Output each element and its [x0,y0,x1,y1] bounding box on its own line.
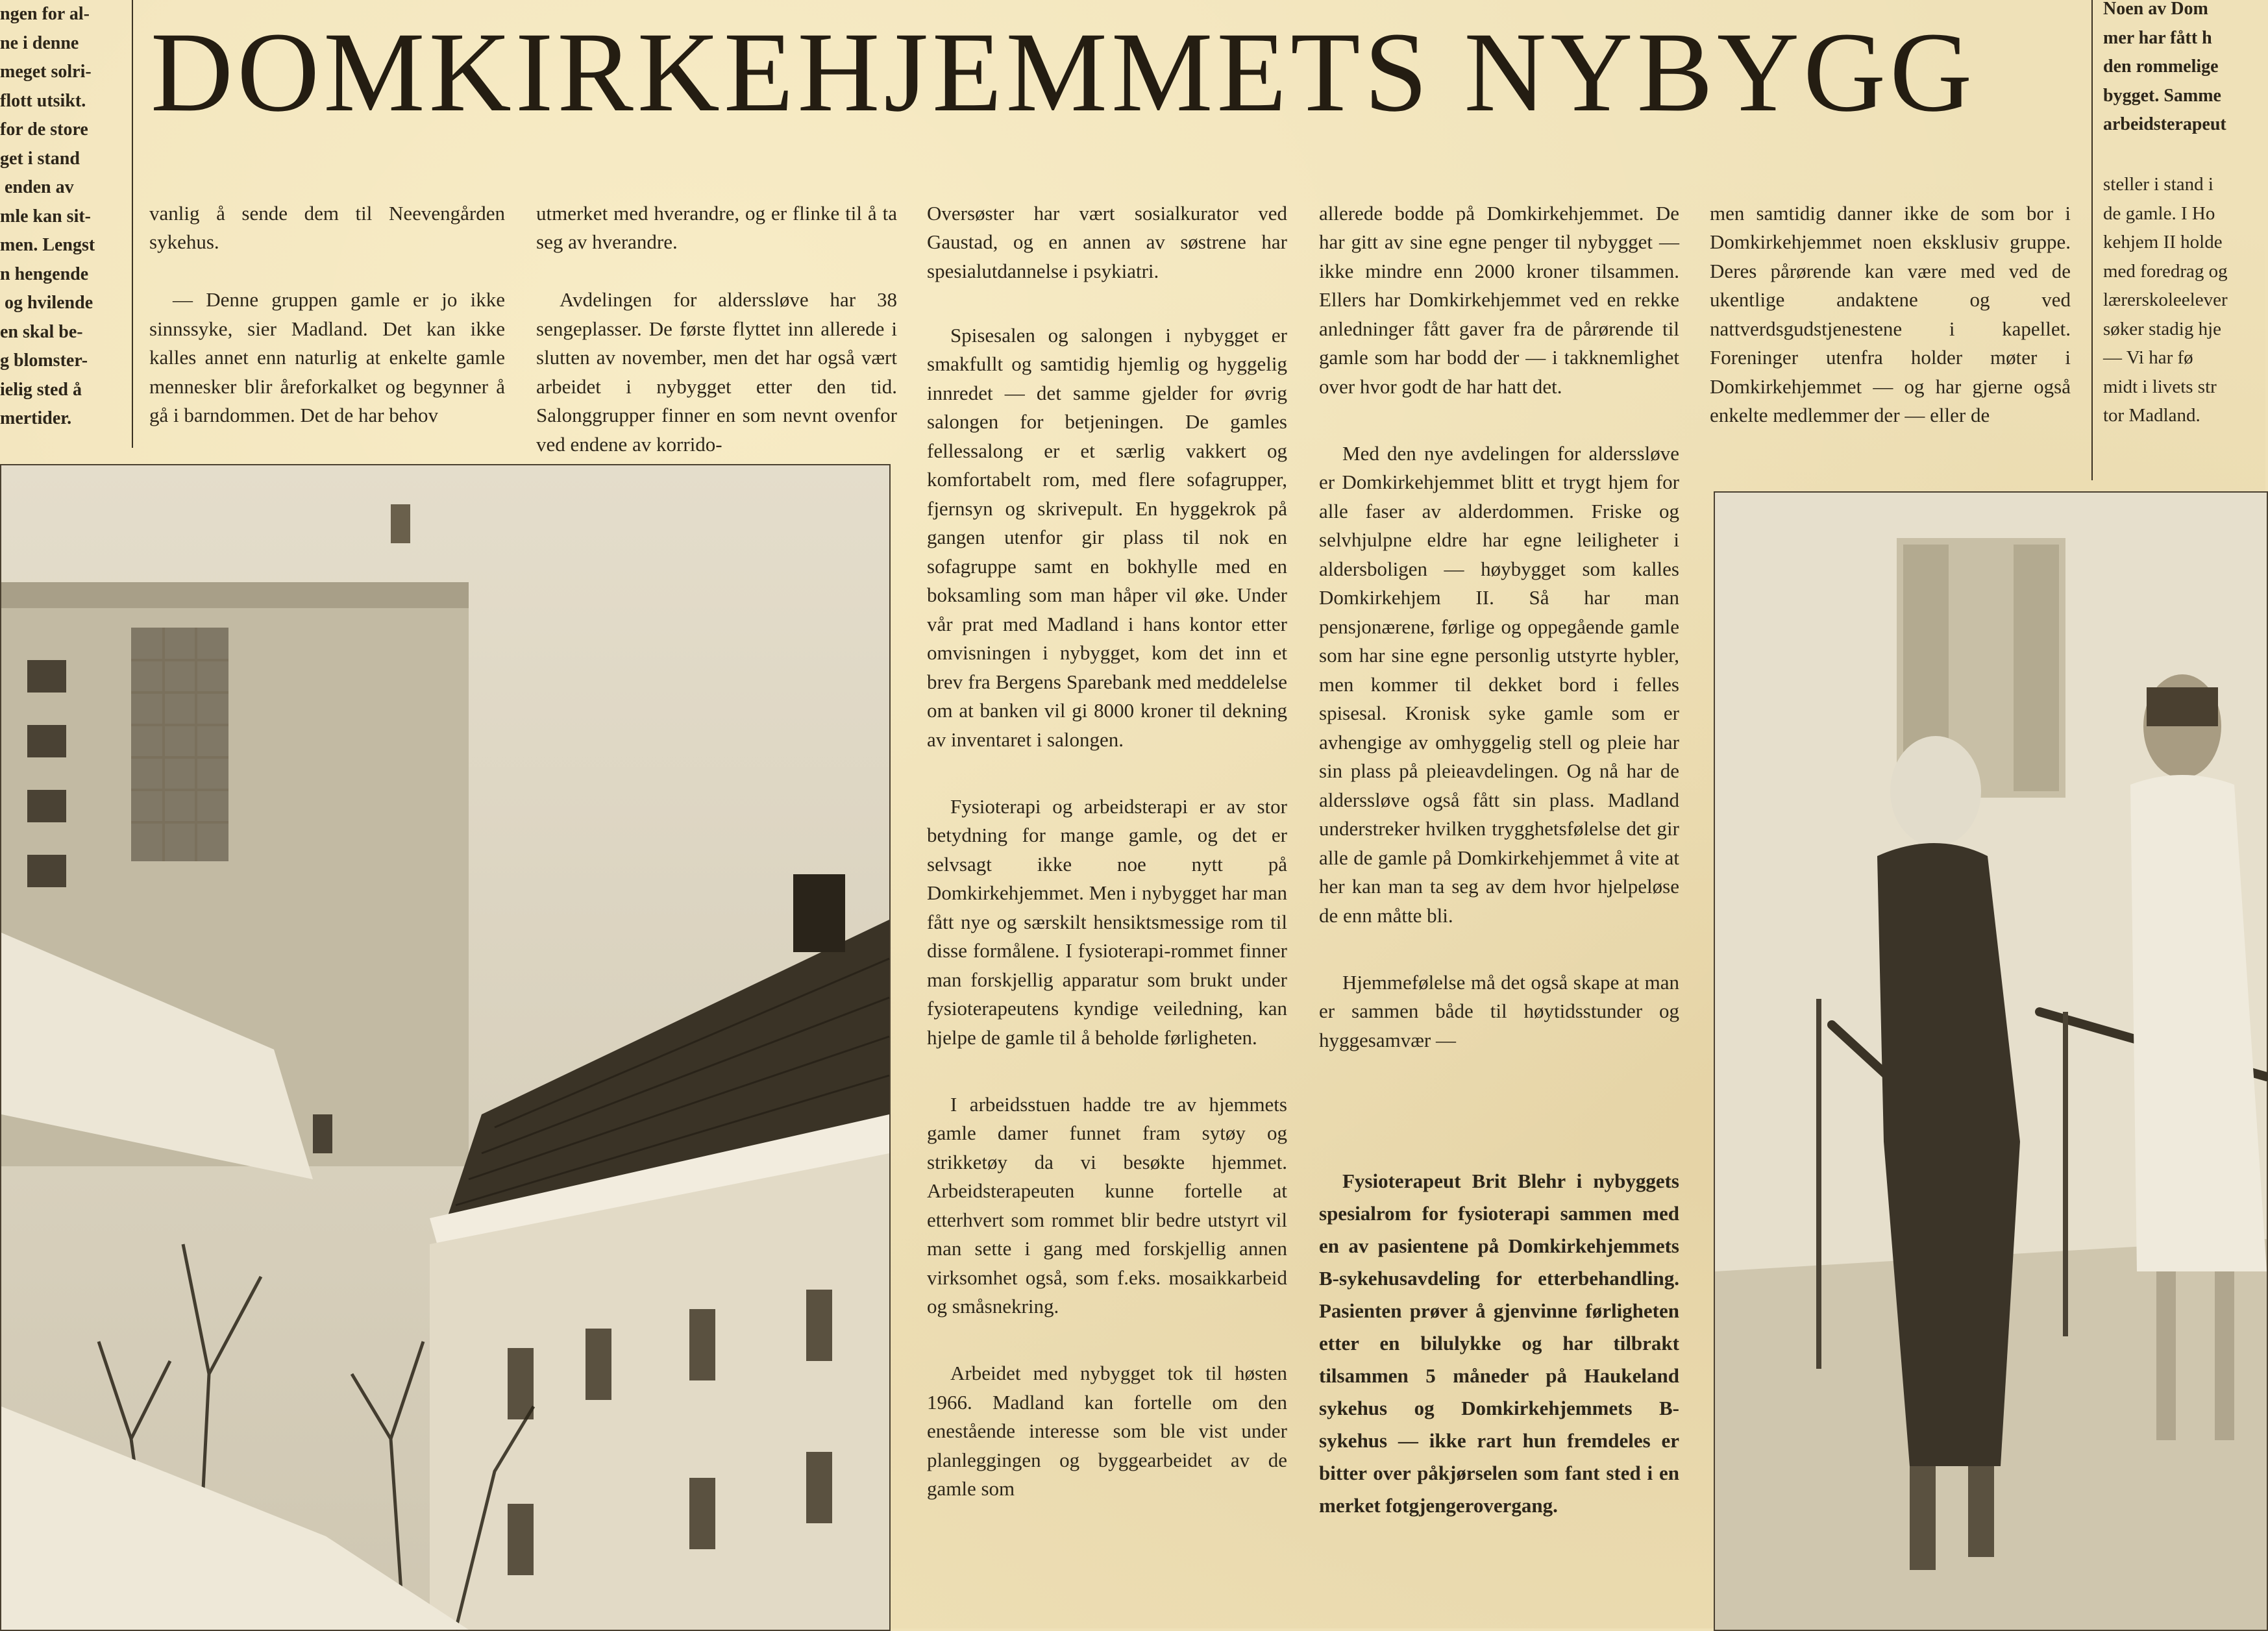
right-edge-top: Noen av Dom mer har fått h den rommelige bygget. Samme arbeidsterapeut [2103,0,2226,134]
col4-paragraph-1: allerede bodde på Domkirkehjemmet. De har gitt av sine egne penger til nybygget — ikke mindre enn 2000 kroner tilsammen. Ellers har Domkirkehjemmet ved en rekke anledninger fått gaver fra de pårørende til gamle som har bodd der — i takknemlighet over hvor godt de har hatt det. [1319,201,1679,398]
photo-caption: Fysioterapeut Brit Blehr i nybyggets spesialrom for fysioterapi sammen med en av pasientene på Domkirkehjemmets B-sykehusavdeling for etterbehandling. Pasienten prøver å gjenvinne førligheten etter en bilulykke og har tilbrakt tilsammen 5 måneder på Haukeland sykehus og Domkirkehjemmets B-sykehus — ikke rart hun fremdeles er bitter over påkjørselen som fant sted i en merket fotgjengerovergang. [1319,1170,1679,1517]
col3-paragraph-3: Fysioterapi og arbeidsterapi er av stor betydning for mange gamle, og det er selvsagt ikke noe nytt på Domkirkehjemmet. Men i nybygget har man fått nye og særskilt hensiktsmessige rom til disse formålene. I fysioterapi-rommet finner man forskjellig apparatur som brukt under fysioterapeutens kyndige veiledning, kan hjelpe de gamle til å beholde førligheten. [927,794,1287,1049]
rooftops-illustration [1,465,889,1630]
article-column-4 [1319,170,1679,1150]
col1-paragraph-2: — Denne gruppen gamle er jo ikke sinnssyke, sier Madland. Det kan ikke kalles annet enn naturlig at enkelte gamle mennesker blir åreforkalket og begynner å gå i barndommen. Det de har behov [149,288,505,426]
col3-paragraph-5: Arbeidet med nybygget tok til høsten 1966. Madland kan fortelle om den enestående interesse som ble vist under planleggingen og byggearbeidet av de gamle som [927,1362,1287,1500]
col3-paragraph-2: Spisesalen og salongen i nybygget er smakfullt og samtidig hjemlig og hyggelig innredet — det samme gjelder for øvrig salongen for betjeningen. De gamles fellessalong er et særlig vakkert og komfortabelt rom, med flere sofagrupper, fjernsyn og skrivepult. En hyggekrok på gangen utenfor gir plass til nok en sofagruppe samt en bokhylle med en boksamling som man håper vil øke. Under vår prat med Madland i hans kontor etter omvisningen i nybygget, kom det inn et brev fra Bergens Sparebank med meddelelse om at banken vil gi 8000 kroner til dekning av inventaret i salongen. [927,323,1287,751]
article-column-3 [927,170,1287,1628]
col5-paragraph-1: men samtidig danner ikke de som bor i Domkirkehjemmet noen eksklusiv gruppe. Deres pårørende kan være med ved de ukentlige andaktene og ved nattverdsgudstjenestene i kapellet. Foreninger utenfra holder møter i Domkirkehjemmet — og har gjerne også enkelte medlemmer der — eller de [1710,201,2071,426]
col2-paragraph-2: Avdelingen for alderssløve har 38 sengeplasser. De første flyttet inn allerede i slutten av november, men det har også vært arbeidet i nybygget etter den tid. Salonggrupper finner en som nevnt ovenfor ved endene av korrido- [536,288,897,456]
article-column-2 [536,170,897,456]
article-column-5 [1710,170,2071,462]
column-rule [132,0,133,448]
physiotherapy-illustration [1715,493,2267,1630]
winter-rooftops-photo [0,464,891,1631]
physiotherapy-room-photo [1714,491,2268,1631]
col2-paragraph-1: utmerket med hverandre, og er flinke til å ta seg av hverandre. [536,201,897,253]
headline: DOMKIRKEHJEMMETS NYBYGG [151,9,1977,136]
left-edge-column: ngen for al- ne i denne meget solri- flott utsikt. for de store get i stand enden av mle kan sit- men. Lengst n hengende og hvilende en skal be- g blomster- ielig sted å mertider. [0,4,95,428]
col4-paragraph-2: Med den nye avdelingen for alderssløve er Domkirkehjemmet blitt et trygt hjem for alle faser av alderdommen. Friske og selvhjulpne eldre har egne leiligheter i aldersboligen — høybygget som kalles Domkirkehjem II. Så har man pensjonærene, førlige og oppegående gamle som har sine egne personlig utstyrte hybler, men kommer til dekket bord i felles spisesal. Kronisk syke gamle som er avhengige av omhyggelig stell og pleie har sin plass på pleieavdelingen. Og nå har de alderssløve også fått sin plass. Madland understreker hvilken trygghetsfølelse det gir alle de gamle på Domkirkehjemmet å vite at her kan man ta seg av dem hvor hjelpeløse de enn måtte bli. [1319,441,1679,927]
right-edge-mid: steller i stand i de gamle. I Ho kehjem II holde med foredrag og lærerskoleelever søker stadig hje — Vi har fø midt i livets str tor Madland. [2103,174,2228,426]
column-rule [2091,0,2093,480]
col3-paragraph-4: I arbeidsstuen hadde tre av hjemmets gamle damer funnet fram sytøy og strikketøy da vi besøkte hjemmet. Arbeidsterapeuten kunne fortelle at etterhvert som rommet blir bedre utstyrt vil man sette i gang med forskjellig annen virksomhet også, som f.eks. mosaikkarbeid og småsnekring. [927,1092,1287,1318]
col3-paragraph-1: Oversøster har vært sosialkurator ved Gaustad, og en annen av søstrene har spesialutdannelse i psykiatri. [927,201,1287,282]
col4-paragraph-3: Hjemmefølelse må det også skape at man er sammen både til høytidsstunder og hyggesamvær — [1319,970,1679,1051]
col1-paragraph-1: vanlig å sende dem til Neevengården sykehus. [149,201,505,253]
article-column-1 [149,170,505,441]
